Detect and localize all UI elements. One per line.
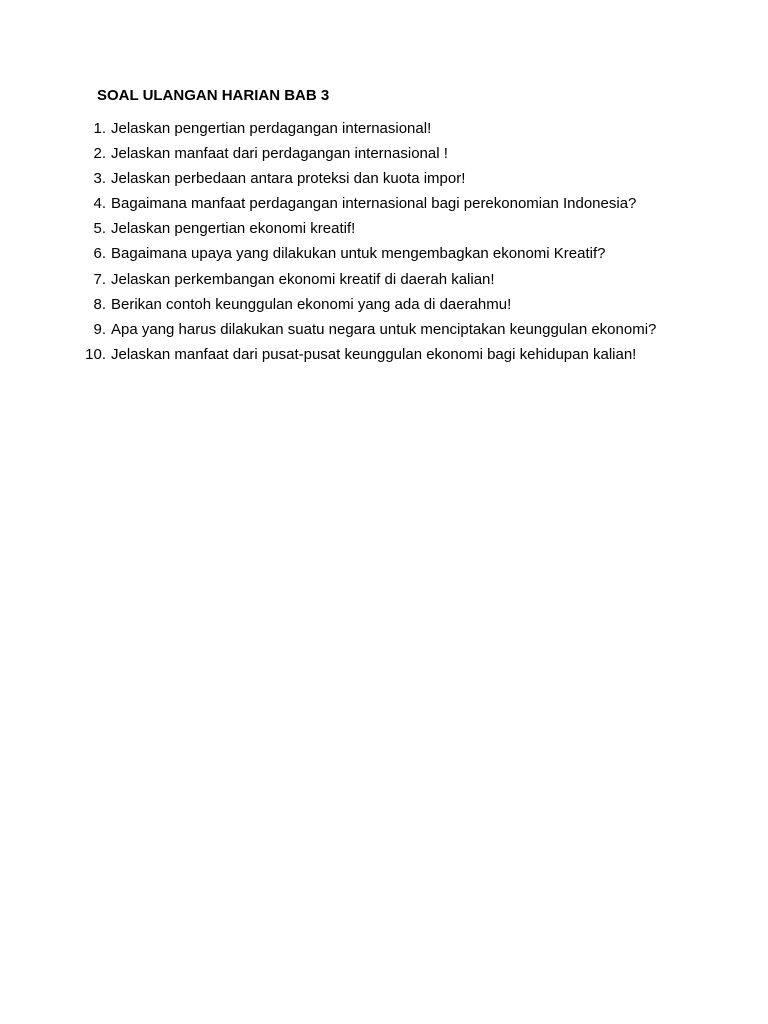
document-title: SOAL ULANGAN HARIAN BAB 3 bbox=[97, 87, 330, 104]
question-number: 1. bbox=[93, 120, 106, 137]
question-text: Jelaskan pengertian perdagangan internasional! bbox=[111, 120, 432, 137]
question-text: Bagaimana upaya yang dilakukan untuk mengembagkan ekonomi Kreatif? bbox=[111, 245, 606, 263]
question-number: 3. bbox=[93, 170, 106, 188]
question-text: Jelaskan perkembangan ekonomi kreatif di daerah kalian! bbox=[111, 270, 495, 288]
question-text: Jelaskan pengertian ekonomi kreatif! bbox=[111, 220, 356, 238]
question-text: Bagaimana manfaat perdagangan internasional bagi perekonomian Indonesia? bbox=[111, 195, 637, 213]
question-text: Apa yang harus dilakukan suatu negara untuk menciptakan keunggulan ekonomi? bbox=[111, 320, 657, 338]
question-number: 10. bbox=[85, 345, 106, 363]
question-number: 7. bbox=[93, 270, 106, 288]
question-number: 9. bbox=[93, 320, 106, 338]
question-number: 6. bbox=[93, 245, 106, 263]
question-number: 4. bbox=[93, 195, 106, 213]
question-text: Jelaskan manfaat dari pusat-pusat keunggulan ekonomi bagi kehidupan kalian! bbox=[111, 345, 637, 363]
question-text: Jelaskan perbedaan antara proteksi dan kuota impor! bbox=[111, 170, 466, 188]
question-text: Berikan contoh keunggulan ekonomi yang ada di daerahmu! bbox=[111, 295, 512, 313]
question-text: Jelaskan manfaat dari perdagangan internasional ! bbox=[111, 145, 448, 163]
question-number: 8. bbox=[93, 295, 106, 313]
question-number: 2. bbox=[93, 145, 106, 163]
question-number: 5. bbox=[93, 220, 106, 238]
